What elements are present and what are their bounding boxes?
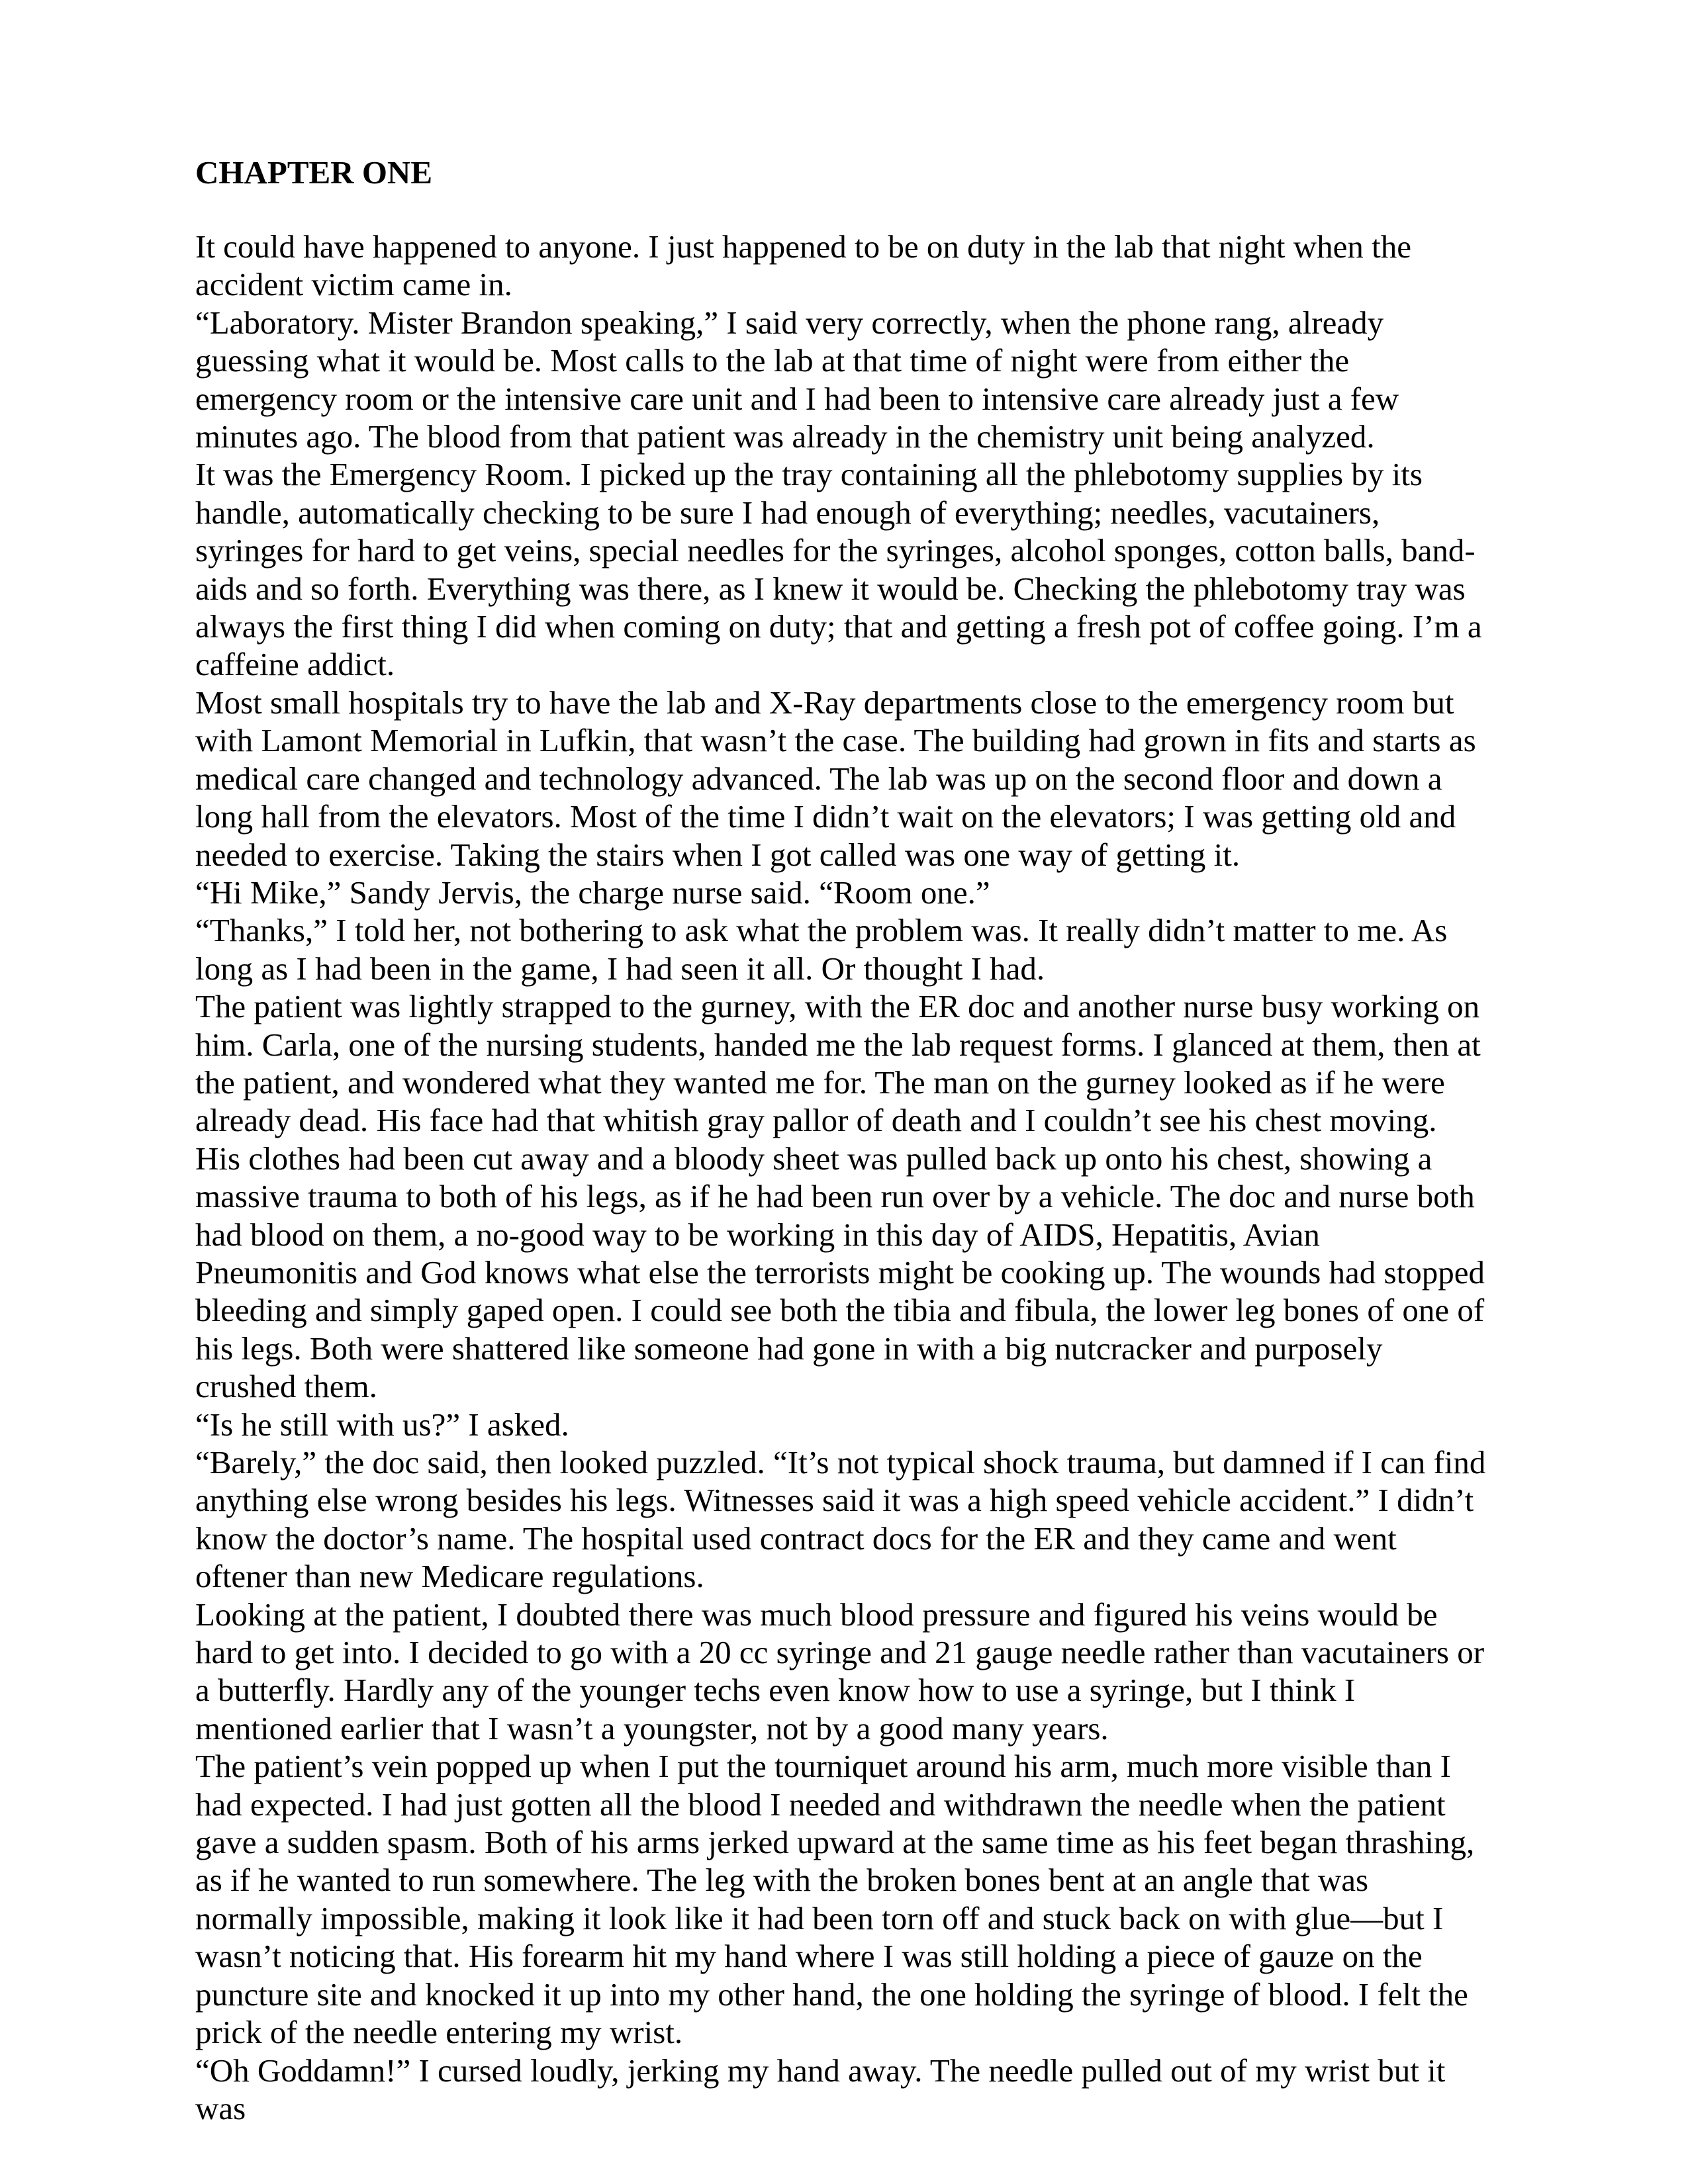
paragraph-1: It could have happened to anyone. I just happened to be on duty in the lab that night when the accident victim came in. xyxy=(195,228,1412,303)
paragraph-8: “Is he still with us?” I asked. xyxy=(195,1406,569,1443)
paragraph-7: The patient was lightly strapped to the gurney, with the ER doc and another nurse busy working on him. Carla, one of the nursing students, handed me the lab request forms. I glanced at them, then at the patient, and wondered what they wanted me for. The man on the gurney looked as if he were already dead. His face had that whitish gray pallor of death and I couldn’t see his chest moving. His clothes had been cut away and a bloody sheet was pulled back up onto his chest, showing a massive trauma to both of his legs, as if he had been run over by a vehicle. The doc and nurse both had blood on them, a no-good way to be working in this day of AIDS, Hepatitis, Avian Pneumonitis and God knows what else the terrorists might be cooking up. The wounds had stopped bleeding and simply gaped open. I could see both the tibia and fibula, the lower leg bones of one of his legs. Both were shattered like someone had gone in with a big nutcracker and purposely crushed them. xyxy=(195,988,1485,1405)
paragraph-10: Looking at the patient, I doubted there was much blood pressure and figured his veins would be hard to get into. I decided to go with a 20 cc syringe and 21 gauge needle rather than vacutainers or a butterfly. Hardly any of the younger techs even know how to use a syringe, but I think I mentioned earlier that I wasn’t a youngster, not by a good many years. xyxy=(195,1596,1485,1747)
paragraph-6: “Thanks,” I told her, not bothering to ask what the problem was. It really didn’t matter to me. As long as I had been in the game, I had seen it all. Or thought I had. xyxy=(195,912,1448,987)
chapter-title: CHAPTER ONE xyxy=(195,154,433,191)
paragraph-3: It was the Emergency Room. I picked up the tray containing all the phlebotomy supplies by its handle, automatically checking to be sure I had enough of everything; needles, vacutainers, syringes for hard to get veins, special needles for the syringes, alcohol sponges, cotton balls, band-aids and so forth. Everything was there, as I knew it would be. Checking the phlebotomy tray was always the first thing I did when coming on duty; that and getting a fresh pot of coffee going. I’m a caffeine addict. xyxy=(195,456,1482,683)
paragraph-9: “Barely,” the doc said, then looked puzzled. “It’s not typical shock trauma, but damned if I can find anything else wrong besides his legs. Witnesses said it was a high speed vehicle accident.” I didn’t know the doctor’s name. The hospital used contract docs for the ER and they came and went oftener than new Medicare regulations. xyxy=(195,1444,1486,1595)
paragraph-12: “Oh Goddamn!” I cursed loudly, jerking my hand away. The needle pulled out of my wrist but it was xyxy=(195,2052,1446,2126)
paragraph-11: The patient’s vein popped up when I put the tourniquet around his arm, much more visible than I had expected. I had just gotten all the blood I needed and withdrawn the needle when the patient gave a sudden spasm. Both of his arms jerked upward at the same time as his feet began thrashing, as if he wanted to run somewhere. The leg with the broken bones bent at an angle that was normally impossible, making it look like it had been torn off and stuck back on with glue—but I wasn’t noticing that. His forearm hit my hand where I was still holding a piece of gauze on the puncture site and knocked it up into my other hand, the one holding the syringe of blood. I felt the prick of the needle entering my wrist. xyxy=(195,1748,1475,2051)
paragraph-5: “Hi Mike,” Sandy Jervis, the charge nurse said. “Room one.” xyxy=(195,874,990,911)
chapter-body xyxy=(195,228,1489,2127)
paragraph-2: “Laboratory. Mister Brandon speaking,” I said very correctly, when the phone rang, already guessing what it would be. Most calls to the lab at that time of night were from either the emergency room or the intensive care unit and I had been to intensive care already just a few minutes ago. The blood from that patient was already in the chemistry unit being analyzed. xyxy=(195,304,1399,455)
paragraph-4: Most small hospitals try to have the lab and X-Ray departments close to the emergency room but with Lamont Memorial in Lufkin, that wasn’t the case. The building had grown in fits and starts as medical care changed and technology advanced. The lab was up on the second floor and down a long hall from the elevators. Most of the time I didn’t wait on the elevators; I was getting old and needed to exercise. Taking the stairs when I got called was one way of getting it. xyxy=(195,684,1476,873)
